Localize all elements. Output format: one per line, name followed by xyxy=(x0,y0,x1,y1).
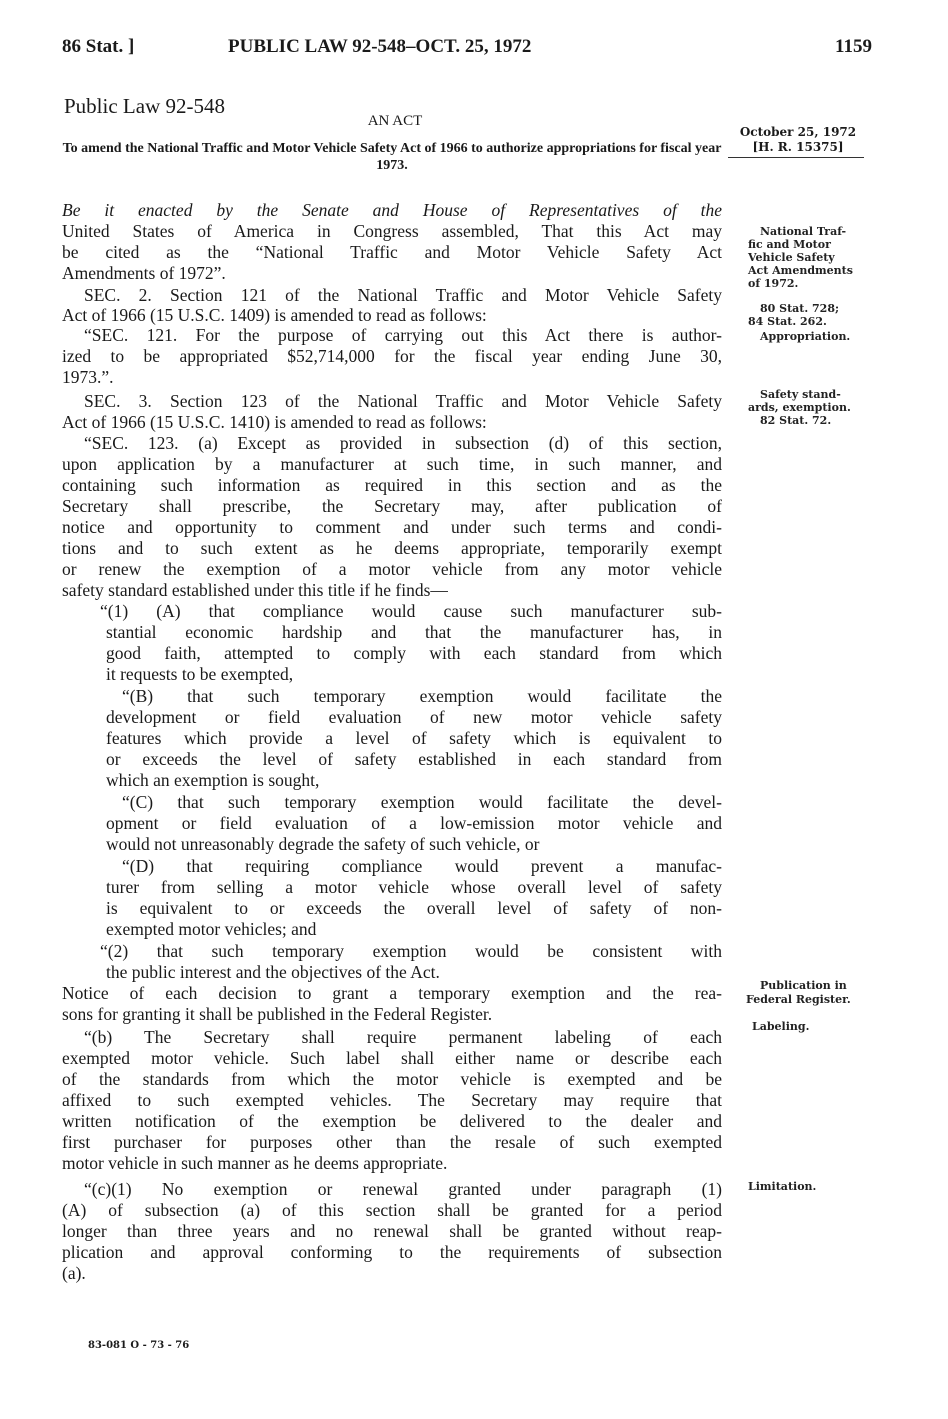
margin-note: Labeling. xyxy=(752,1020,810,1033)
body-line: “(B) that such temporary exemption would facilitate the xyxy=(122,686,722,706)
body-line: sons for granting it shall be published in the Federal Register. xyxy=(62,1004,493,1024)
body-line: “(1) (A) that compliance would cause such manufacturer sub- xyxy=(100,601,722,621)
body-line: turer from selling a motor vehicle whose overall level of safety xyxy=(106,877,722,897)
body-line: “(c)(1) No exemption or renewal granted under paragraph (1) xyxy=(84,1179,722,1199)
body-line: “SEC. 121. For the purpose of carrying out this Act there is author- xyxy=(84,325,722,345)
body-line: longer than three years and no renewal shall be granted without reap- xyxy=(62,1221,722,1241)
body-line: of the standards from which the motor vehicle is exempted and be xyxy=(62,1069,722,1089)
margin-note: Appropriation. xyxy=(760,330,851,343)
body-line: notice and opportunity to comment and under such terms and condi- xyxy=(62,517,722,537)
body-line: or exceeds the level of safety established in each standard from xyxy=(106,749,722,769)
act-purpose: To amend the National Traffic and Motor Vehicle Safety Act of 1966 to authorize appropriations for fiscal year 1973. xyxy=(62,141,722,173)
body-line: features which provide a level of safety which is equivalent to xyxy=(106,728,722,748)
enactment-date: October 25, 1972 xyxy=(739,125,857,139)
body-line: development or field evaluation of new motor vehicle safety xyxy=(106,707,722,727)
margin-note: 82 Stat. 72. xyxy=(760,414,832,427)
body-line: “(C) that such temporary exemption would facilitate the devel- xyxy=(122,792,722,812)
body-line: “(D) that requiring compliance would prevent a manufac- xyxy=(122,856,722,876)
margin-note: fic and Motor xyxy=(748,238,831,251)
printing-code: 83-081 O - 73 - 76 xyxy=(88,1340,190,1351)
margin-note: Safety stand- xyxy=(760,388,841,401)
body-line: good faith, attempted to comply with each standard from which xyxy=(106,643,722,663)
body-line: which an exemption is sought, xyxy=(106,770,320,790)
body-line: motor vehicle in such manner as he deems appropriate. xyxy=(62,1153,448,1173)
body-line: Be it enacted by the Senate and House of Representatives of the xyxy=(62,200,722,220)
margin-note: National Traf- xyxy=(760,225,847,238)
body-line: it requests to be exempted, xyxy=(106,664,294,684)
body-line: Notice of each decision to grant a temporary exemption and the rea- xyxy=(62,983,722,1003)
margin-note: Vehicle Safety xyxy=(748,251,835,264)
body-line: affixed to such exempted vehicles. The Secretary may require that xyxy=(62,1090,722,1110)
margin-note: Publication in xyxy=(760,979,847,992)
law-number: Public Law 92-548 xyxy=(64,94,225,118)
margin-note: Limitation. xyxy=(748,1180,817,1193)
margin-note: 80 Stat. 728; xyxy=(760,302,840,315)
body-line: or renew the exemption of a motor vehicle from any motor vehicle xyxy=(62,559,722,579)
act-heading: AN ACT xyxy=(367,113,423,129)
bill-number: [H. R. 15375] xyxy=(752,140,844,154)
body-line: plication and approval conforming to the requirements of subsection xyxy=(62,1242,722,1262)
body-line: containing such information as required in this section and as the xyxy=(62,475,722,495)
body-line: first purchaser for purposes other than the resale of such exempted xyxy=(62,1132,722,1152)
body-line: the public interest and the objectives of the Act. xyxy=(106,962,440,982)
margin-note: of 1972. xyxy=(748,277,799,290)
body-line: Amendments of 1972”. xyxy=(62,263,226,283)
body-line: (A) of subsection (a) of this section shall be granted for a period xyxy=(62,1200,722,1220)
margin-note: Act Amendments xyxy=(748,264,853,277)
body-line: exempted motor vehicles; and xyxy=(106,919,317,939)
page-number: 1159 xyxy=(835,36,872,57)
body-line: be cited as the “National Traffic and Motor Vehicle Safety Act xyxy=(62,242,722,262)
body-line: SEC. 2. Section 121 of the National Traffic and Motor Vehicle Safety xyxy=(84,285,722,305)
body-line: “SEC. 123. (a) Except as provided in subsection (d) of this section, xyxy=(84,433,722,453)
body-line: Secretary shall prescribe, the Secretary may, after publication of xyxy=(62,496,722,516)
running-title: PUBLIC LAW 92-548–OCT. 25, 1972 xyxy=(228,36,532,57)
body-line: written notification of the exemption be delivered to the dealer and xyxy=(62,1111,722,1131)
body-line: SEC. 3. Section 123 of the National Traffic and Motor Vehicle Safety xyxy=(84,391,722,411)
body-line: would not unreasonably degrade the safety of such vehicle, or xyxy=(106,834,540,854)
body-line: 1973.”. xyxy=(62,367,114,387)
body-line: ized to be appropriated $52,714,000 for the fiscal year ending June 30, xyxy=(62,346,722,366)
body-line: Act of 1966 (15 U.S.C. 1410) is amended to read as follows: xyxy=(62,412,487,432)
margin-note: Federal Register. xyxy=(746,993,851,1006)
body-line: opment or field evaluation of a low-emission motor vehicle and xyxy=(106,813,722,833)
body-line: (a). xyxy=(62,1263,86,1283)
margin-note: 84 Stat. 262. xyxy=(748,315,827,328)
date-block xyxy=(728,125,868,155)
stat-reference: 86 Stat. ] xyxy=(62,36,135,57)
body-line: Act of 1966 (15 U.S.C. 1409) is amended to read as follows: xyxy=(62,305,487,325)
body-line: United States of America in Congress assembled, That this Act may xyxy=(62,221,722,241)
body-line: “(2) that such temporary exemption would be consistent with xyxy=(100,941,722,961)
body-line: safety standard established under this title if he finds— xyxy=(62,580,448,600)
date-rule xyxy=(728,157,864,158)
margin-note: ards, exemption. xyxy=(748,401,851,414)
body-line: tions and to such extent as he deems appropriate, temporarily exempt xyxy=(62,538,722,558)
body-line: “(b) The Secretary shall require permanent labeling of each xyxy=(84,1027,722,1047)
body-line: stantial economic hardship and that the manufacturer has, in xyxy=(106,622,722,642)
body-line: exempted motor vehicle. Such label shall either name or describe each xyxy=(62,1048,722,1068)
body-line: upon application by a manufacturer at such time, in such manner, and xyxy=(62,454,722,474)
body-line: is equivalent to or exceeds the overall level of safety of non- xyxy=(106,898,722,918)
